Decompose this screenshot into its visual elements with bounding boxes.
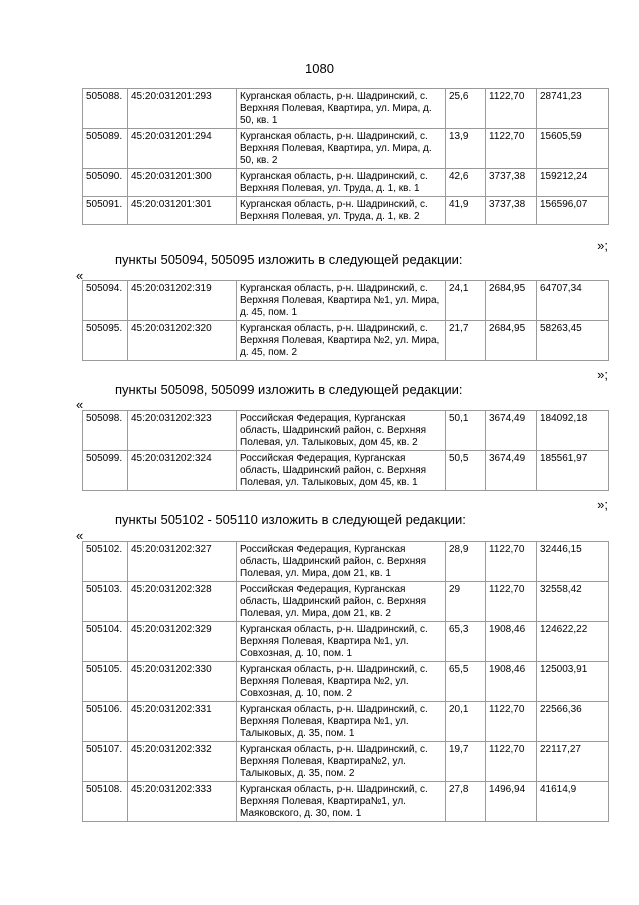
table-row — [83, 129, 609, 169]
cadastral-number: 45:20:031201:293 — [128, 89, 237, 129]
item-number: 505091. — [83, 197, 128, 225]
unit-value: 1908,46 — [486, 622, 537, 662]
cadastral-value: 41614,9 — [537, 782, 609, 822]
item-number: 505108. — [83, 782, 128, 822]
register-table — [82, 280, 609, 361]
cadastral-number: 45:20:031201:300 — [128, 169, 237, 197]
table-row — [83, 542, 609, 582]
area: 24,1 — [446, 281, 486, 321]
unit-value: 1496,94 — [486, 782, 537, 822]
unit-value: 1122,70 — [486, 582, 537, 622]
table-row — [83, 702, 609, 742]
unit-value: 2684,95 — [486, 281, 537, 321]
item-number: 505099. — [83, 451, 128, 491]
item-number: 505090. — [83, 169, 128, 197]
address: Курганская область, р-н. Шадринский, с. Верхняя Полевая, Квартира, ул. Мира, д. 50, кв. 1 — [237, 89, 446, 129]
unit-value: 1122,70 — [486, 129, 537, 169]
area: 20,1 — [446, 702, 486, 742]
cadastral-number: 45:20:031202:328 — [128, 582, 237, 622]
opening-quote: « — [76, 528, 84, 543]
area: 19,7 — [446, 742, 486, 782]
amendment-instruction: пункты 505102 - 505110 изложить в следующей редакции: — [115, 512, 466, 527]
address: Курганская область, р-н. Шадринский, с. Верхняя Полевая, Квартира №1, ул. Талыковых, д. 35, пом. 1 — [237, 702, 446, 742]
area: 50,1 — [446, 411, 486, 451]
unit-value: 3674,49 — [486, 451, 537, 491]
closing-quote: »; — [597, 238, 608, 253]
address: Курганская область, р-н. Шадринский, с. Верхняя Полевая, Квартира, ул. Мира, д. 50, кв. 2 — [237, 129, 446, 169]
table-row — [83, 169, 609, 197]
page-number: 1080 — [305, 61, 334, 76]
cadastral-number: 45:20:031202:323 — [128, 411, 237, 451]
item-number: 505105. — [83, 662, 128, 702]
cadastral-number: 45:20:031202:324 — [128, 451, 237, 491]
area: 50,5 — [446, 451, 486, 491]
unit-value: 1122,70 — [486, 542, 537, 582]
area: 65,3 — [446, 622, 486, 662]
address: Российская Федерация, Курганская область, Шадринский район, с. Верхняя Полевая, ул. Мира, дом 21, кв. 1 — [237, 542, 446, 582]
area: 25,6 — [446, 89, 486, 129]
cadastral-value: 58263,45 — [537, 321, 609, 361]
cadastral-value: 28741,23 — [537, 89, 609, 129]
area: 13,9 — [446, 129, 486, 169]
table-row — [83, 662, 609, 702]
closing-quote: »; — [597, 367, 608, 382]
item-number: 505106. — [83, 702, 128, 742]
item-number: 505102. — [83, 542, 128, 582]
cadastral-value: 15605,59 — [537, 129, 609, 169]
area: 65,5 — [446, 662, 486, 702]
area: 41,9 — [446, 197, 486, 225]
unit-value: 1122,70 — [486, 89, 537, 129]
unit-value: 2684,95 — [486, 321, 537, 361]
unit-value: 3737,38 — [486, 169, 537, 197]
cadastral-number: 45:20:031202:331 — [128, 702, 237, 742]
unit-value: 3737,38 — [486, 197, 537, 225]
area: 42,6 — [446, 169, 486, 197]
address: Курганская область, р-н. Шадринский, с. Верхняя Полевая, Квартира№1, ул. Маяковского, д. 30, пом. 1 — [237, 782, 446, 822]
cadastral-number: 45:20:031202:332 — [128, 742, 237, 782]
item-number: 505107. — [83, 742, 128, 782]
cadastral-value: 125003,91 — [537, 662, 609, 702]
table-row — [83, 782, 609, 822]
cadastral-number: 45:20:031202:319 — [128, 281, 237, 321]
address: Курганская область, р-н. Шадринский, с. Верхняя Полевая, ул. Труда, д. 1, кв. 1 — [237, 169, 446, 197]
cadastral-number: 45:20:031201:294 — [128, 129, 237, 169]
cadastral-value: 32446,15 — [537, 542, 609, 582]
item-number: 505089. — [83, 129, 128, 169]
register-table — [82, 541, 609, 822]
cadastral-number: 45:20:031202:327 — [128, 542, 237, 582]
unit-value: 1122,70 — [486, 702, 537, 742]
table-row — [83, 451, 609, 491]
address: Курганская область, р-н. Шадринский, с. Верхняя Полевая, ул. Труда, д. 1, кв. 2 — [237, 197, 446, 225]
table-row — [83, 622, 609, 662]
address: Курганская область, р-н. Шадринский, с. Верхняя Полевая, Квартира №2, ул. Мира, д. 45, пом. 2 — [237, 321, 446, 361]
register-table — [82, 410, 609, 491]
cadastral-value: 184092,18 — [537, 411, 609, 451]
area: 29 — [446, 582, 486, 622]
item-number: 505088. — [83, 89, 128, 129]
cadastral-number: 45:20:031202:330 — [128, 662, 237, 702]
opening-quote: « — [76, 268, 84, 283]
area: 27,8 — [446, 782, 486, 822]
amendment-instruction: пункты 505094, 505095 изложить в следующей редакции: — [115, 252, 463, 267]
cadastral-number: 45:20:031201:301 — [128, 197, 237, 225]
cadastral-value: 22117,27 — [537, 742, 609, 782]
opening-quote: « — [76, 397, 84, 412]
cadastral-number: 45:20:031202:329 — [128, 622, 237, 662]
item-number: 505095. — [83, 321, 128, 361]
address: Российская Федерация, Курганская область, Шадринский район, с. Верхняя Полевая, ул. Талыковых, дом 45, кв. 2 — [237, 411, 446, 451]
address: Российская Федерация, Курганская область, Шадринский район, с. Верхняя Полевая, ул. Мира, дом 21, кв. 2 — [237, 582, 446, 622]
cadastral-value: 156596,07 — [537, 197, 609, 225]
area: 21,7 — [446, 321, 486, 361]
unit-value: 1122,70 — [486, 742, 537, 782]
address: Курганская область, р-н. Шадринский, с. Верхняя Полевая, Квартира №2, ул. Совхозная, д. 10, пом. 2 — [237, 662, 446, 702]
table-row — [83, 582, 609, 622]
cadastral-value: 185561,97 — [537, 451, 609, 491]
cadastral-value: 64707,34 — [537, 281, 609, 321]
item-number: 505104. — [83, 622, 128, 662]
address: Курганская область, р-н. Шадринский, с. Верхняя Полевая, Квартира№2, ул. Талыковых, д. 35, пом. 2 — [237, 742, 446, 782]
cadastral-value: 32558,42 — [537, 582, 609, 622]
item-number: 505094. — [83, 281, 128, 321]
address: Российская Федерация, Курганская область, Шадринский район, с. Верхняя Полевая, ул. Талыковых, дом 45, кв. 1 — [237, 451, 446, 491]
address: Курганская область, р-н. Шадринский, с. Верхняя Полевая, Квартира №1, ул. Совхозная, д. 10, пом. 1 — [237, 622, 446, 662]
cadastral-number: 45:20:031202:333 — [128, 782, 237, 822]
table-row — [83, 321, 609, 361]
table-row — [83, 89, 609, 129]
item-number: 505103. — [83, 582, 128, 622]
unit-value: 1908,46 — [486, 662, 537, 702]
cadastral-value: 22566,36 — [537, 702, 609, 742]
table-row — [83, 281, 609, 321]
register-table — [82, 88, 609, 225]
table-row — [83, 742, 609, 782]
cadastral-number: 45:20:031202:320 — [128, 321, 237, 361]
table-row — [83, 197, 609, 225]
item-number: 505098. — [83, 411, 128, 451]
address: Курганская область, р-н. Шадринский, с. Верхняя Полевая, Квартира №1, ул. Мира, д. 45, пом. 1 — [237, 281, 446, 321]
cadastral-value: 124622,22 — [537, 622, 609, 662]
unit-value: 3674,49 — [486, 411, 537, 451]
area: 28,9 — [446, 542, 486, 582]
amendment-instruction: пункты 505098, 505099 изложить в следующей редакции: — [115, 382, 463, 397]
cadastral-value: 159212,24 — [537, 169, 609, 197]
closing-quote: »; — [597, 497, 608, 512]
table-row — [83, 411, 609, 451]
